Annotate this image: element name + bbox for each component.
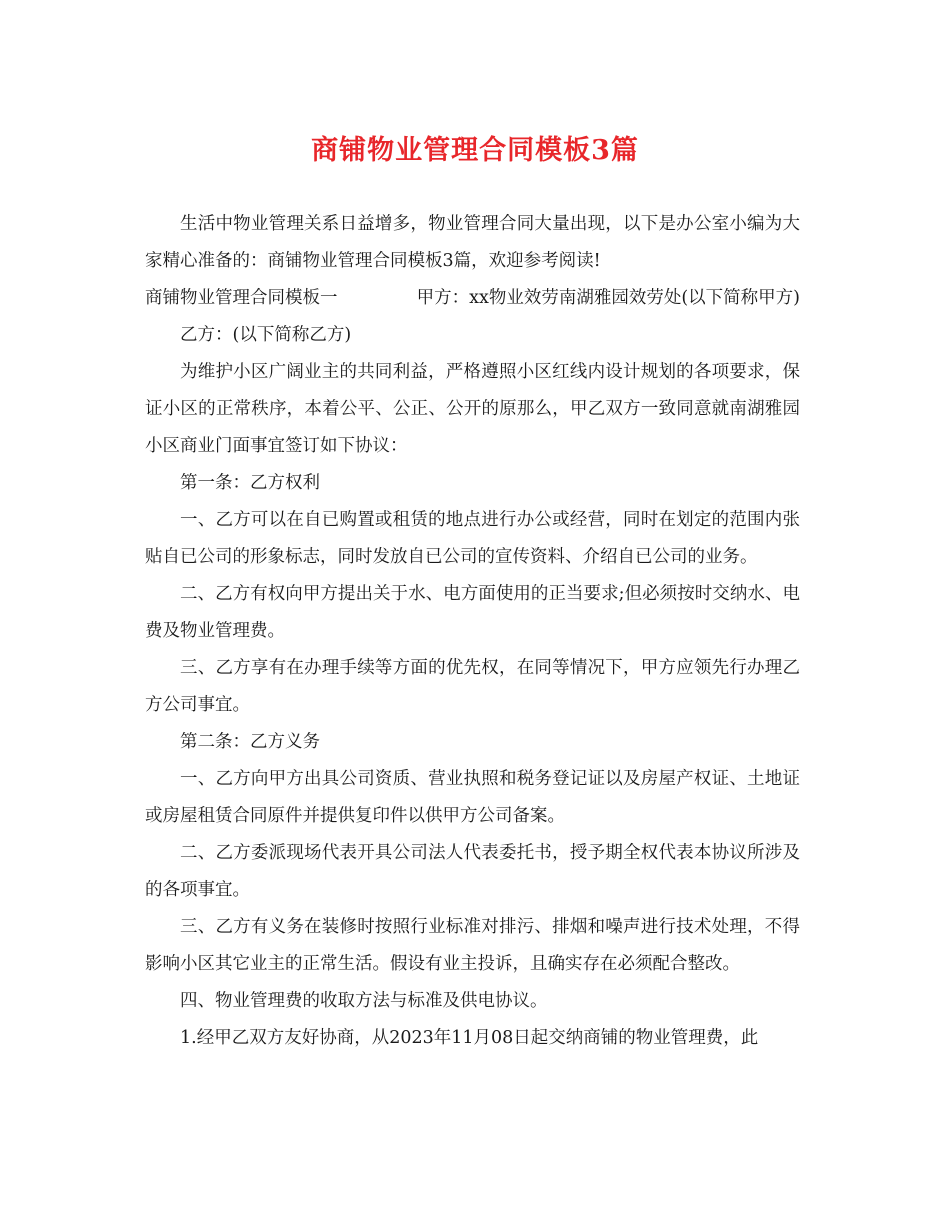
clause-1: 1.经甲乙双方友好协商，从2023年11月08日起交纳商铺的物业管理费，此 bbox=[180, 1028, 759, 1048]
template-heading: 商铺物业管理合同模板一 bbox=[145, 288, 338, 308]
article-1-item-1: 一、乙方可以在自已购置或租赁的地点进行办公或经营，同时在划定的范围内张贴自已公司的形象标志，同时发放自已公司的宣传资料、介绍自已公司的业务。 bbox=[145, 510, 800, 567]
article-1-item-2: 二、乙方有权向甲方提出关于水、电方面使用的正当要求;但必须按时交纳水、电费及物业管理费。 bbox=[145, 584, 800, 641]
article-2-item-3: 三、乙方有义务在装修时按照行业标准对排污、排烟和噪声进行技术处理，不得影响小区其它业主的正常生活。假设有业主投诉，且确实存在必须配合整改。 bbox=[145, 917, 800, 974]
article-2-item-2: 二、乙方委派现场代表开具公司法人代表委托书，授予期全权代表本协议所涉及的各项事宜。 bbox=[145, 843, 800, 900]
party-a: 甲方：xx物业效劳南湖雅园效劳处(以下简称甲方) bbox=[416, 288, 800, 308]
article-2-item-1: 一、乙方向甲方出具公司资质、营业执照和税务登记证以及房屋产权证、土地证或房屋租赁合同原件并提供复印件以供甲方公司备案。 bbox=[145, 769, 800, 826]
party-b: 乙方：(以下简称乙方) bbox=[180, 325, 352, 345]
document-body bbox=[145, 206, 800, 1057]
preamble-paragraph: 为维护小区广阔业主的共同利益，严格遵照小区红线内设计规划的各项要求，保证小区的正常秩序，本着公平、公正、公开的原那么，甲乙双方一致同意就南湖雅园小区商业门面事宜签订如下协议： bbox=[145, 362, 800, 456]
template-heading-line bbox=[145, 280, 800, 317]
article-1-item-3: 三、乙方享有在办理手续等方面的优先权，在同等情况下，甲方应领先行办理乙方公司事宜。 bbox=[145, 658, 800, 715]
article-4-title: 四、物业管理费的收取方法与标准及供电协议。 bbox=[180, 991, 548, 1011]
article-1-title: 第一条：乙方权利 bbox=[180, 473, 320, 493]
document-title: 商铺物业管理合同模板3篇 bbox=[311, 135, 639, 166]
intro-paragraph: 生活中物业管理关系日益增多，物业管理合同大量出现，以下是办公室小编为大家精心准备的：商铺物业管理合同模板3篇，欢迎参考阅读! bbox=[145, 214, 800, 271]
article-2-title: 第二条：乙方义务 bbox=[180, 732, 320, 752]
